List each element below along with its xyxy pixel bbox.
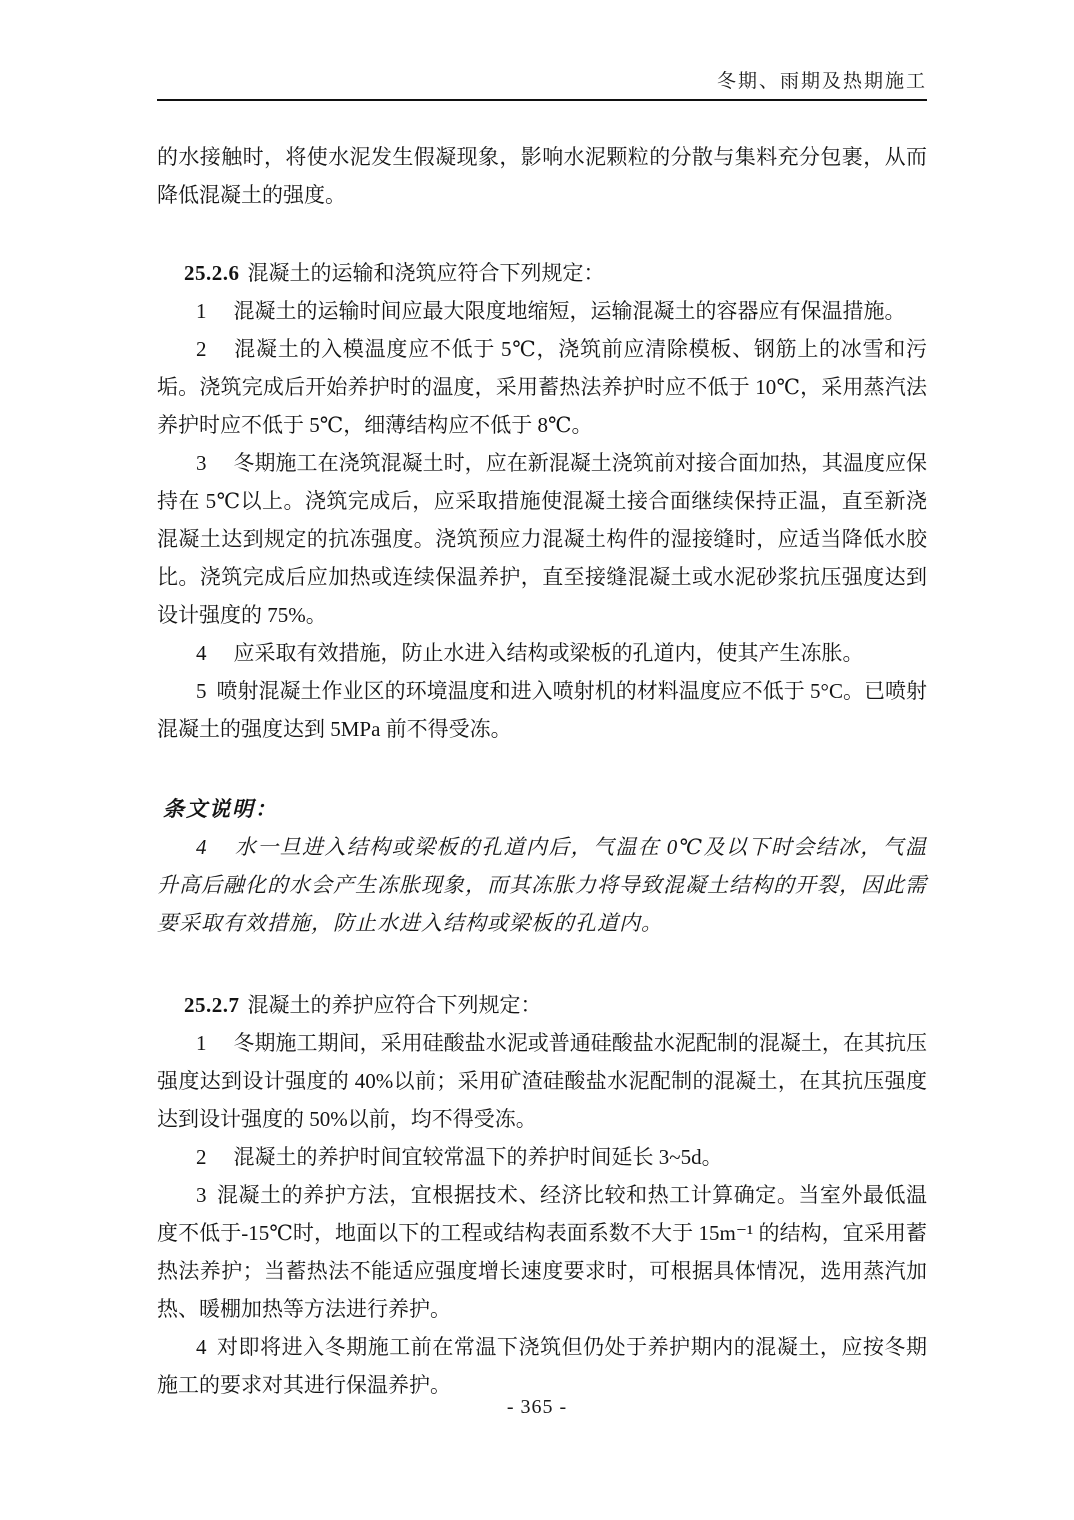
clause-number: 3 bbox=[196, 451, 207, 475]
section-number: 25.2.7 bbox=[184, 993, 240, 1017]
commentary-heading: 条文说明： bbox=[163, 797, 278, 821]
clause-text: 冬期施工在浇筑混凝土时，应在新混凝土浇筑前对接合面加热，其温度应保持在 5℃以上。浇筑完成后，应采取措施使混凝土接合面继续保持正温，直至新浇混凝土达到规定的抗冻强度。浇筑预应力混凝土构件的湿接缝时，应适当降低水胶比。浇筑完成后应加热或连续保温养护，直至接缝混凝土或水泥砂浆抗压强度达到设计强度的 75%。 bbox=[157, 451, 927, 627]
page-header bbox=[157, 70, 927, 101]
clause-text: 水一旦进入结构或梁板的孔道内后，气温在 0℃及以下时会结冰，气温升高后融化的水会产生冻胀现象，而其冻胀力将导致混凝土结构的开裂，因此需要采取有效措施，防止水进入结构或梁板的孔道内。 bbox=[157, 835, 927, 935]
clause-number: 2 bbox=[196, 337, 207, 361]
document-body bbox=[157, 138, 927, 1404]
section-title: 混凝土的养护应符合下列规定： bbox=[247, 993, 542, 1017]
clause-number: 4 bbox=[196, 835, 208, 859]
clause-item bbox=[157, 1176, 927, 1328]
clause-text: 喷射混凝土作业区的环境温度和进入喷射机的材料温度应不低于 5°C。已喷射混凝土的强度达到 5MPa 前不得受冻。 bbox=[157, 679, 927, 741]
clause-text: 混凝土的养护时间宜较常温下的养护时间延长 3~5d。 bbox=[233, 1145, 723, 1169]
section-25-2-7 bbox=[157, 986, 927, 1404]
clause-number: 1 bbox=[196, 1031, 207, 1055]
header-divider bbox=[157, 99, 927, 101]
clause-item bbox=[157, 292, 927, 330]
clause-item bbox=[157, 330, 927, 444]
clause-text: 对即将进入冬期施工前在常温下浇筑但仍处于养护期内的混凝土，应按冬期施工的要求对其进行保温养护。 bbox=[157, 1335, 927, 1397]
clause-item bbox=[157, 1138, 927, 1176]
page-number: - 365 - bbox=[506, 1396, 568, 1418]
header-title: 冬期、雨期及热期施工 bbox=[716, 71, 927, 92]
section-25-2-6 bbox=[157, 254, 927, 748]
clause-text: 混凝土的入模温度应不低于 5℃，浇筑前应清除模板、钢筋上的冰雪和污垢。浇筑完成后开始养护时的温度，采用蓄热法养护时应不低于 10℃，采用蒸汽法养护时应不低于 5℃，细薄结构应不低于 8℃。 bbox=[157, 337, 927, 437]
clause-number: 4 bbox=[196, 641, 207, 665]
clause-item bbox=[157, 672, 927, 748]
clause-number: 3 bbox=[196, 1183, 207, 1207]
clause-item bbox=[157, 1328, 927, 1404]
clause-number: 5 bbox=[196, 679, 207, 703]
clause-item bbox=[157, 634, 927, 672]
clause-text: 应采取有效措施，防止水进入结构或梁板的孔道内，使其产生冻胀。 bbox=[233, 641, 864, 665]
clause-text: 混凝土的养护方法，宜根据技术、经济比较和热工计算确定。当室外最低温度不低于-15℃时，地面以下的工程或结构表面系数不大于 15m⁻¹ 的结构，宜采用蓄热法养护；当蓄热法不能适应强度增长速度要求时，可根据具体情况，选用蒸汽加热、暖棚加热等方法进行养护。 bbox=[157, 1183, 927, 1321]
clause-number: 2 bbox=[196, 1145, 207, 1169]
clause-text: 混凝土的运输时间应最大限度地缩短，运输混凝土的容器应有保温措施。 bbox=[233, 299, 906, 323]
section-title: 混凝土的运输和浇筑应符合下列规定： bbox=[247, 261, 605, 285]
intro-paragraph: 的水接触时，将使水泥发生假凝现象，影响水泥颗粒的分散与集料充分包裹，从而降低混凝土的强度。 bbox=[157, 145, 927, 207]
clause-number: 4 bbox=[196, 1335, 207, 1359]
commentary-item bbox=[157, 828, 927, 942]
commentary-section bbox=[157, 790, 927, 942]
section-number: 25.2.6 bbox=[184, 261, 240, 285]
section-heading bbox=[157, 986, 927, 1024]
clause-text: 冬期施工期间，采用硅酸盐水泥或普通硅酸盐水泥配制的混凝土，在其抗压强度达到设计强度的 40%以前；采用矿渣硅酸盐水泥配制的混凝土，在其抗压强度达到设计强度的 50%以前，均不得受冻。 bbox=[157, 1031, 927, 1131]
clause-number: 1 bbox=[196, 299, 207, 323]
section-heading bbox=[157, 254, 927, 292]
clause-item bbox=[157, 1024, 927, 1138]
clause-item bbox=[157, 444, 927, 634]
